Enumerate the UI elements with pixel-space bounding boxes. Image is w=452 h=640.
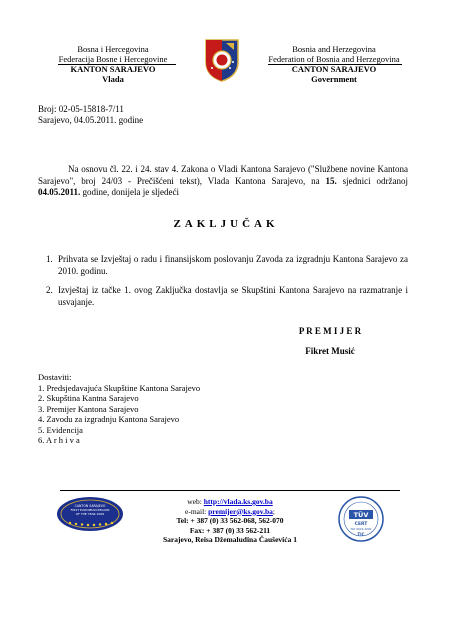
header-right-line1: Bosnia and Herzegovina — [292, 44, 376, 54]
header-left-line4: Vlada — [102, 74, 124, 84]
distribution-heading: Dostaviti: — [38, 372, 72, 382]
place-date: Sarajevo, 04.05.2011. godine — [38, 115, 144, 125]
distribution-item: 3. Premijer Kantona Sarajevo — [38, 403, 139, 414]
coat-of-arms-icon — [204, 38, 240, 82]
distribution-item: 6. A r h i v a — [38, 435, 80, 445]
header-right-line4: Government — [311, 74, 357, 84]
item-text: Prihvata se Izvještaj o radu i finansijskom poslovanju Zavoda za izgradnju Kantona Sarajevo za 2010. godinu. — [58, 254, 408, 276]
reference-block — [38, 104, 143, 126]
tuv-cert-badge-icon — [338, 496, 384, 542]
svg-text:TIC: TIC — [357, 532, 365, 537]
header-left-divider — [58, 64, 176, 65]
distribution-item: 4. Zavodu za izgradnju Kantona Sarajevo — [38, 414, 180, 424]
decision-items — [48, 254, 408, 316]
header-right-divider — [268, 64, 402, 65]
email-suffix: ; — [272, 506, 275, 516]
email-link[interactable]: premijer@ks.gov.ba — [208, 506, 273, 516]
european-region-badge-icon — [56, 496, 124, 532]
item-text: Izvještaj iz tačke 1. ovog Zaključka dostavlja se Skupštini Kantona Sarajevo na razmatranje i usvajanje. — [58, 285, 408, 307]
intro-part2: sjednici održanoj — [336, 175, 408, 186]
web-label: web: — [187, 497, 204, 506]
email-label: e-mail: — [185, 506, 209, 516]
svg-text:CANTON SARAJEVO: CANTON SARAJEVO — [74, 504, 106, 508]
footer-email — [140, 507, 320, 517]
footer-fax: Fax: + 387 (0) 33 562-211 — [189, 525, 271, 535]
footer-contact — [140, 497, 320, 545]
session-number: 15. — [325, 175, 337, 186]
svg-text:TÜV: TÜV — [353, 511, 369, 519]
distribution-list — [38, 372, 278, 446]
web-link[interactable]: http://vlada.ks.gov.ba — [203, 497, 273, 506]
svg-text:OF THE YEAR 2006: OF THE YEAR 2006 — [75, 512, 105, 516]
header-right-line3: CANTON SARAJEVO — [291, 64, 377, 74]
document-title: ZAKLJUČAK — [173, 218, 279, 230]
footer-tel: Tel: + 387 (0) 33 562-068, 562-070 — [176, 516, 284, 525]
distribution-item: 5. Evidencija — [38, 424, 83, 435]
session-date: 04.05.2011. — [38, 187, 81, 197]
decision-item — [48, 285, 408, 308]
signature-name: Fikret Musić — [305, 346, 355, 356]
intro-part1: Na osnovu čl. 22. i 24. stav 4. Zakona o Vladi Kantona Sarajevo ("Službene novine Kantona Sarajevo", broj 24/03 - Prečišćeni tekst), Vlada Kantona Sarajevo, na — [38, 164, 408, 186]
item-number: 2. — [46, 285, 53, 295]
decision-item — [48, 254, 408, 277]
footer-address: Sarajevo, Reisa Džemaludina Čauševića 1 — [163, 535, 297, 544]
header-left-line1: Bosna i Hercegovina — [77, 44, 149, 54]
document-number: Broj: 02-05-15818-7/11 — [38, 104, 124, 114]
header-right-line2: Federation of Bosnia and Herzegovina — [268, 54, 400, 64]
header-left-line3: KANTON SARAJEVO — [70, 64, 156, 74]
intro-part3: godine, donijela je sljedeći — [80, 187, 179, 197]
distribution-item: 1. Predsjedavajuća Skupštine Kantona Sarajevo — [38, 382, 201, 393]
footer-divider — [60, 490, 400, 491]
svg-text:FIRST EUROPEAN REGION: FIRST EUROPEAN REGION — [70, 508, 110, 512]
header-left-line2: Federacija Bosne i Hercegovine — [58, 54, 168, 64]
signature-block — [265, 326, 395, 356]
intro-paragraph — [38, 164, 408, 199]
item-number: 1. — [46, 254, 53, 264]
svg-text:CERT: CERT — [354, 522, 368, 527]
svg-text:ISO 9001:2000: ISO 9001:2000 — [350, 527, 372, 531]
signature-role: P R E M I J E R — [298, 326, 362, 336]
distribution-item: 2. Skupština Kantna Sarajevo — [38, 393, 139, 403]
footer-web — [140, 497, 320, 507]
